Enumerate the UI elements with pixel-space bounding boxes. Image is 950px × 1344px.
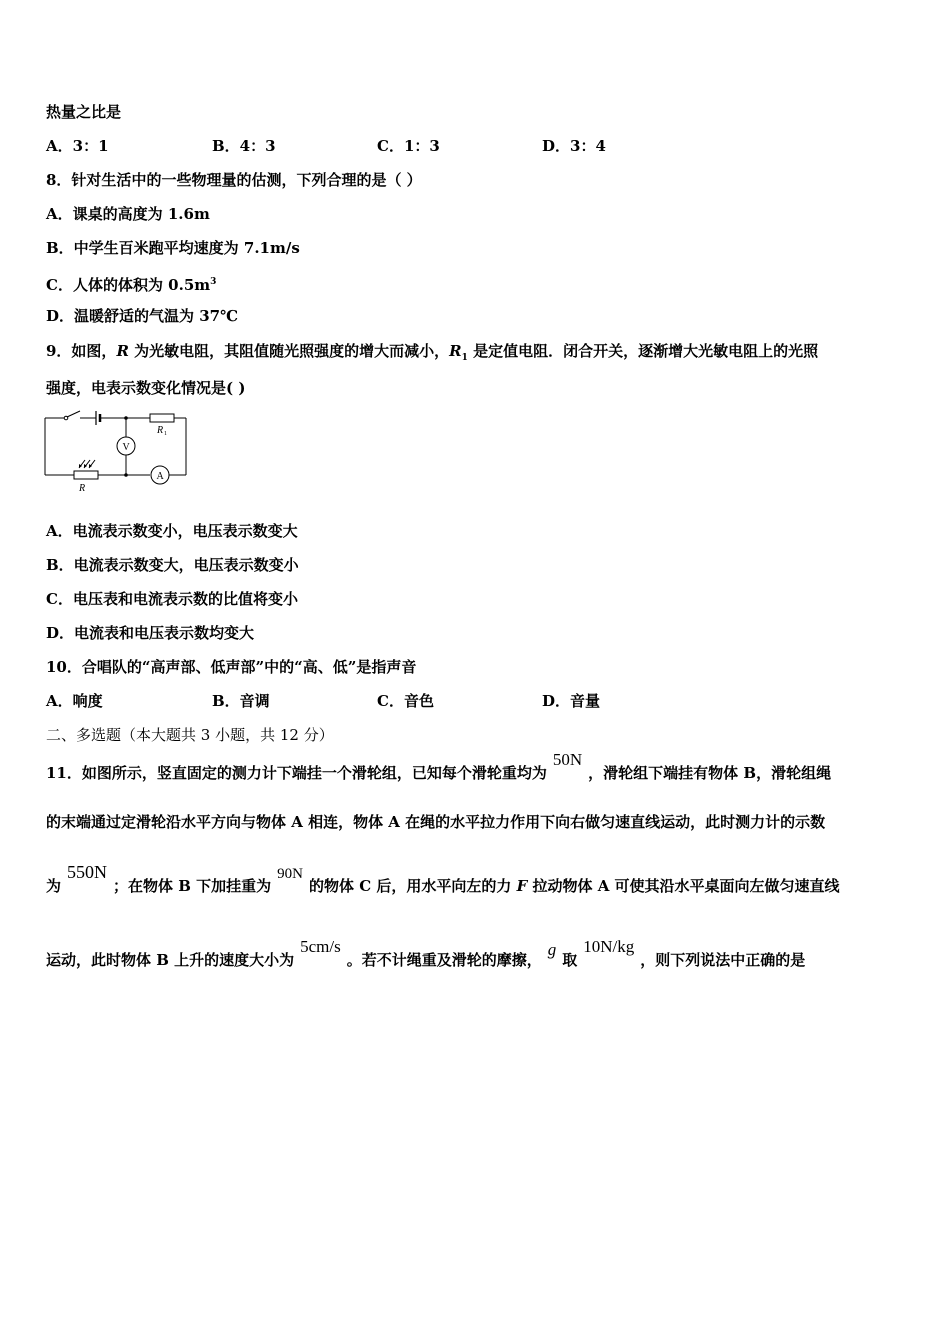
ammeter-label: A	[156, 471, 164, 482]
q9-option-c: C．电压表和电流表示数的比值将变小	[46, 590, 298, 608]
q9-p2: 为光敏电阻，其阻值随光照强度的增大而减小，	[128, 342, 450, 360]
switch-lever-icon	[67, 411, 80, 417]
q7-tail: 热量之比是	[46, 103, 122, 121]
q10-option-c: C．音色	[377, 692, 434, 710]
q11-l1b: ，滑轮组下端挂有物体 B，滑轮组绳	[588, 764, 832, 782]
q11-l3c: 的物体 C 后，用水平向左的力	[308, 877, 517, 895]
q11-l4c: 取	[562, 951, 578, 969]
voltmeter-label: V	[122, 442, 130, 453]
q9-p1: 9．如图，	[46, 342, 117, 360]
q10-option-a: A．响度	[46, 692, 103, 710]
q11-formula-90n: 90N	[277, 866, 303, 882]
circuit-label-r1-sub: 1	[164, 431, 167, 437]
q10-options	[0, 691, 950, 711]
q11-formula-550n: 550N	[67, 862, 108, 882]
q9-R1: R	[449, 342, 462, 360]
q11-formula-50n: 50N	[552, 750, 583, 769]
junction-top	[124, 416, 128, 420]
q11-formula-g: g	[547, 940, 557, 959]
q8-option-d: D．温暖舒适的气温为 37℃	[46, 307, 239, 325]
circuit-label-r: R	[79, 483, 86, 494]
junction-bottom	[124, 473, 128, 477]
q9-R: R	[116, 342, 129, 360]
q11-l4d: ，则下列说法中正确的是	[640, 951, 806, 969]
q9-option-b: B．电流表示数变大，电压表示数变小	[46, 556, 299, 574]
q9-stem-line1	[46, 341, 818, 368]
q10-stem: 10．合唱队的“高声部、低声部”中的“高、低”是指声音	[46, 658, 417, 676]
q10-option-d: D．音量	[542, 692, 601, 710]
q8-option-c-text: C．人体的体积为 0.5m	[46, 276, 211, 294]
circuit-diagram	[42, 405, 192, 495]
q7-options	[0, 136, 950, 156]
q11-formula-10nkg: 10N/kg	[583, 937, 635, 956]
q8-option-c	[46, 272, 216, 295]
q11-l4a: 运动，此时物体 B 上升的速度大小为	[46, 951, 295, 969]
photoresistor-icon	[74, 471, 98, 479]
q10-option-b: B．音调	[212, 692, 270, 710]
q11-line3	[46, 862, 840, 897]
q8-option-c-sup: 3	[210, 277, 217, 287]
q9-option-d: D．电流表和电压表示数均变大	[46, 624, 255, 642]
q11-line1	[46, 750, 832, 783]
q11-formula-5cms: 5cm/s	[300, 937, 341, 956]
q11-l3b: ；在物体 B 下加挂重为	[113, 877, 272, 895]
q11-F: F	[516, 877, 528, 895]
q11-line4	[46, 937, 806, 970]
resistor-r1-icon	[150, 414, 174, 422]
q7-option-b: B．4：3	[212, 137, 276, 155]
circuit-label-r1: R	[157, 425, 164, 436]
q9-stem-line2: 强度，电表示数变化情况是( )	[46, 379, 246, 397]
q9-p3: 是定值电阻．闭合开关，逐渐增大光敏电阻上的光照	[467, 342, 819, 360]
q11-l4b: 。若不计绳重及滑轮的摩擦，	[346, 951, 542, 969]
q11-line2: 的末端通过定滑轮沿水平方向与物体 A 相连，物体 A 在绳的水平拉力作用下向右做匀速直线运动，此时测力计的示数	[46, 813, 826, 831]
q9-option-a: A．电流表示数变小，电压表示数变大	[46, 522, 298, 540]
q8-option-b: B．中学生百米跑平均速度为 7.1m/s	[46, 239, 300, 257]
q9-R1-sub: 1	[461, 353, 468, 363]
q8-option-a: A．课桌的高度为 1.6m	[46, 205, 210, 223]
q11-l3d: 拉动物体 A 可使其沿水平桌面向左做匀速直线	[527, 877, 840, 895]
q11-l1a: 11．如图所示，竖直固定的测力计下端挂一个滑轮组，已知每个滑轮重均为	[46, 764, 547, 782]
q7-option-a: A．3：1	[46, 137, 109, 155]
q7-option-c: C．1：3	[377, 137, 440, 155]
q7-option-d: D．3：4	[542, 137, 606, 155]
section-heading: 二、多选题（本大题共 3 小题，共 12 分）	[46, 726, 334, 744]
q11-l3a: 为	[46, 877, 62, 895]
q8-stem: 8．针对生活中的一些物理量的估测，下列合理的是（ ）	[46, 171, 422, 189]
